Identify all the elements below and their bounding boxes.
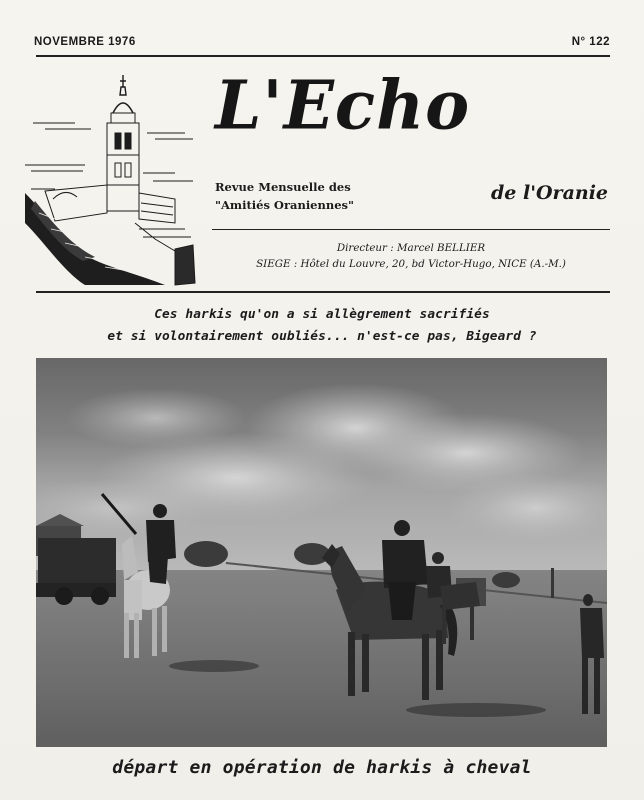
top-rule [36,55,610,57]
subtitle-line-1: Revue Mensuelle des [215,180,351,194]
cover-headline [40,304,604,349]
siege-line: SIEGE : Hôtel du Louvre, 20, bd Victor-Hugo, NICE (A.-M.) [256,257,566,270]
issue-number: N° 122 [571,36,610,48]
headline-rule [36,291,610,293]
subtitle-line-2: "Amitiés Oraniennes" [215,198,355,213]
director-line: Directeur : Marcel BELLIER [336,242,486,254]
church-tower-illustration [25,73,197,288]
masthead-subtitle [215,178,354,215]
masthead-info [212,241,610,273]
photo-caption: départ en opération de harkis à cheval [112,757,532,778]
issue-date: NOVEMBRE 1976 [34,36,136,48]
cover-photograph [36,358,607,747]
issue-line [34,36,610,48]
headline-line-1: Ces harkis qu'on a si allègrement sacrifiés [154,307,490,322]
masthead-rule [212,229,610,230]
headline-line-2: et si volontairement oubliés... n'est-ce pas, Bigeard ? [107,329,537,345]
magazine-title: L'Echo [215,65,471,145]
masthead-region: de l'Oranie [490,182,608,204]
